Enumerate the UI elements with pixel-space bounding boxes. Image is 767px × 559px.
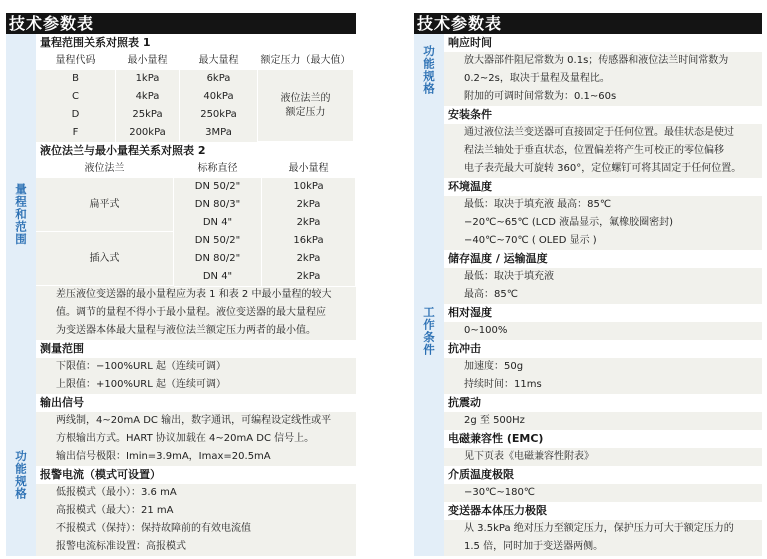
table2-cell: 10kPa: [262, 178, 356, 197]
table1-cell: 4kPa: [116, 88, 180, 107]
table1-heading: 量程范围关系对照表 1: [36, 34, 356, 52]
table1-cell: 250kPa: [180, 106, 258, 125]
pressure-limit-heading: 变送器本体压力极限: [444, 502, 762, 520]
table1-pressure-cell: [258, 70, 354, 142]
table2-cell: DN 4": [174, 268, 262, 287]
table2-cell: DN 50/2": [174, 178, 262, 197]
table2-cell: DN 80/2": [174, 250, 262, 269]
table1-cell: F: [36, 124, 116, 143]
ambient-temp-line: 最低：取决于填充液 最高：85℃: [444, 196, 762, 214]
pressure-limit-line: 1.5 倍，同时加于变送器两侧。: [444, 538, 762, 556]
table1-cell: 40kPa: [180, 88, 258, 107]
install-line: 通过液位法兰变送器可直接固定于任何位置。最佳状态是使过: [444, 124, 762, 142]
pressure-limit-line: 从 3.5kPa 绝对压力至额定压力，保护压力可大于额定压力的: [444, 520, 762, 538]
vibration-heading: 抗震动: [444, 394, 762, 412]
table2-cell: 2kPa: [262, 214, 356, 233]
table1-cell: 25kPa: [116, 106, 180, 125]
left-func-section: [6, 394, 356, 556]
table1-cell: 3MPa: [180, 124, 258, 143]
pressure-note-line1: 液位法兰的: [280, 92, 331, 104]
range-category-label: 量程和范围: [6, 34, 36, 394]
ambient-temp-heading: 环境温度: [444, 178, 762, 196]
response-line: 放大器部件阻尼常数为 0.1s；传感器和液位法兰时间常数为: [444, 52, 762, 70]
ambient-temp-line: −20℃~65℃ (LCD 液晶显示，氟橡胶圈密封): [444, 214, 762, 232]
install-line: 程法兰轴处于垂直状态，位置偏差将产生可校正的零位偏移: [444, 142, 762, 160]
humidity-line: 0~100%: [444, 322, 762, 340]
pressure-note-line2: 额定压力: [285, 106, 326, 118]
storage-temp-heading: 储存温度 / 运输温度: [444, 250, 762, 268]
alarm-line: 不报模式（保持）：保持故障前的有效电流值: [36, 520, 356, 538]
table2-cell: DN 4": [174, 214, 262, 233]
work-category-label: 工作条件: [414, 106, 444, 556]
storage-temp-line: 最高：85℃: [444, 286, 762, 304]
response-heading: 响应时间: [444, 34, 762, 52]
alarm-line: 低报模式（最小）：3.6 mA: [36, 484, 356, 502]
output-heading: 输出信号: [36, 394, 356, 412]
note-line: 值。调节的量程不得小于最小量程。液位变送器的最大量程应: [36, 304, 356, 322]
table2-cell: 2kPa: [262, 250, 356, 269]
left-spec-column: [6, 13, 356, 556]
ambient-temp-line: −40℃~70℃ ( OLED 显示 ): [444, 232, 762, 250]
flat-type-label: 扁平式: [36, 178, 174, 232]
vibration-line: 2g 至 500Hz: [444, 412, 762, 430]
work-conditions-section: [414, 106, 762, 556]
range-section: [6, 34, 356, 394]
table2-cell: 16kPa: [262, 232, 356, 251]
alarm-line: 高报模式（最大）：21 mA: [36, 502, 356, 520]
right-func-category-label: 功能规格: [414, 34, 444, 106]
table1-header-pressure: 额定压力（最大值）: [258, 52, 354, 71]
alarm-line: 报警电流标准设置：高报模式: [36, 538, 356, 556]
table1-header-code: 量程代码: [36, 52, 116, 71]
table2-cell: 2kPa: [262, 196, 356, 215]
right-title: 技术参数表: [414, 13, 762, 34]
left-title: 技术参数表: [6, 13, 356, 34]
range-table-2: [36, 160, 356, 286]
table1-cell: C: [36, 88, 116, 107]
range-table-1: [36, 52, 356, 142]
table2-cell: 2kPa: [262, 268, 356, 287]
output-line: 两线制，4~20mA DC 输出，数字通讯，可编程设定线性或平: [36, 412, 356, 430]
storage-temp-line: 最低：取决于填充液: [444, 268, 762, 286]
table2-header-min: 最小量程: [262, 160, 356, 179]
table1-cell: 6kPa: [180, 70, 258, 89]
shock-line: 加速度：50g: [444, 358, 762, 376]
table1-cell: 200kPa: [116, 124, 180, 143]
table1-header-max: 最大量程: [180, 52, 258, 71]
table2-header-dn: 标称直径: [174, 160, 262, 179]
output-line: 输出信号极限：Imin=3.9mA，Imax=20.5mA: [36, 448, 356, 466]
alarm-heading: 报警电流（模式可设置）: [36, 466, 356, 484]
table2-header-flange: 液位法兰: [36, 160, 174, 179]
measure-heading: 测量范围: [36, 340, 356, 358]
note-line: 为变送器本体最大量程与液位法兰额定压力两者的最小值。: [36, 322, 356, 340]
right-spec-column: [414, 13, 762, 556]
right-func-section: [414, 34, 762, 106]
table1-cell: D: [36, 106, 116, 125]
table1-cell: 1kPa: [116, 70, 180, 89]
table2-cell: DN 50/2": [174, 232, 262, 251]
table2-heading: 液位法兰与最小量程关系对照表 2: [36, 142, 356, 160]
table1-header-min: 最小量程: [116, 52, 180, 71]
response-line: 0.2~2s，取决于量程及量程比。: [444, 70, 762, 88]
table1-cell: B: [36, 70, 116, 89]
response-line: 附加的可调时间常数为：0.1~60s: [444, 88, 762, 106]
install-line: 电子表壳最大可旋转 360°，定位螺钉可将其固定于任何位置。: [444, 160, 762, 178]
insert-type-label: 插入式: [36, 232, 174, 286]
shock-heading: 抗冲击: [444, 340, 762, 358]
measure-lower: 下限值：−100%URL 起（连续可调）: [36, 358, 356, 376]
shock-line: 持续时间：11ms: [444, 376, 762, 394]
table2-cell: DN 80/3": [174, 196, 262, 215]
emc-heading: 电磁兼容性 (EMC): [444, 430, 762, 448]
emc-line: 见下页表《电磁兼容性附表》: [444, 448, 762, 466]
output-line: 方根输出方式。HART 协议加载在 4~20mA DC 信号上。: [36, 430, 356, 448]
humidity-heading: 相对湿度: [444, 304, 762, 322]
install-heading: 安装条件: [444, 106, 762, 124]
measure-upper: 上限值：+100%URL 起（连续可调）: [36, 376, 356, 394]
medium-temp-line: −30℃~180℃: [444, 484, 762, 502]
note-line: 差压液位变送器的最小量程应为表 1 和表 2 中最小量程的较大: [36, 286, 356, 304]
medium-temp-heading: 介质温度极限: [444, 466, 762, 484]
func-category-label: 功能规格: [6, 394, 36, 556]
